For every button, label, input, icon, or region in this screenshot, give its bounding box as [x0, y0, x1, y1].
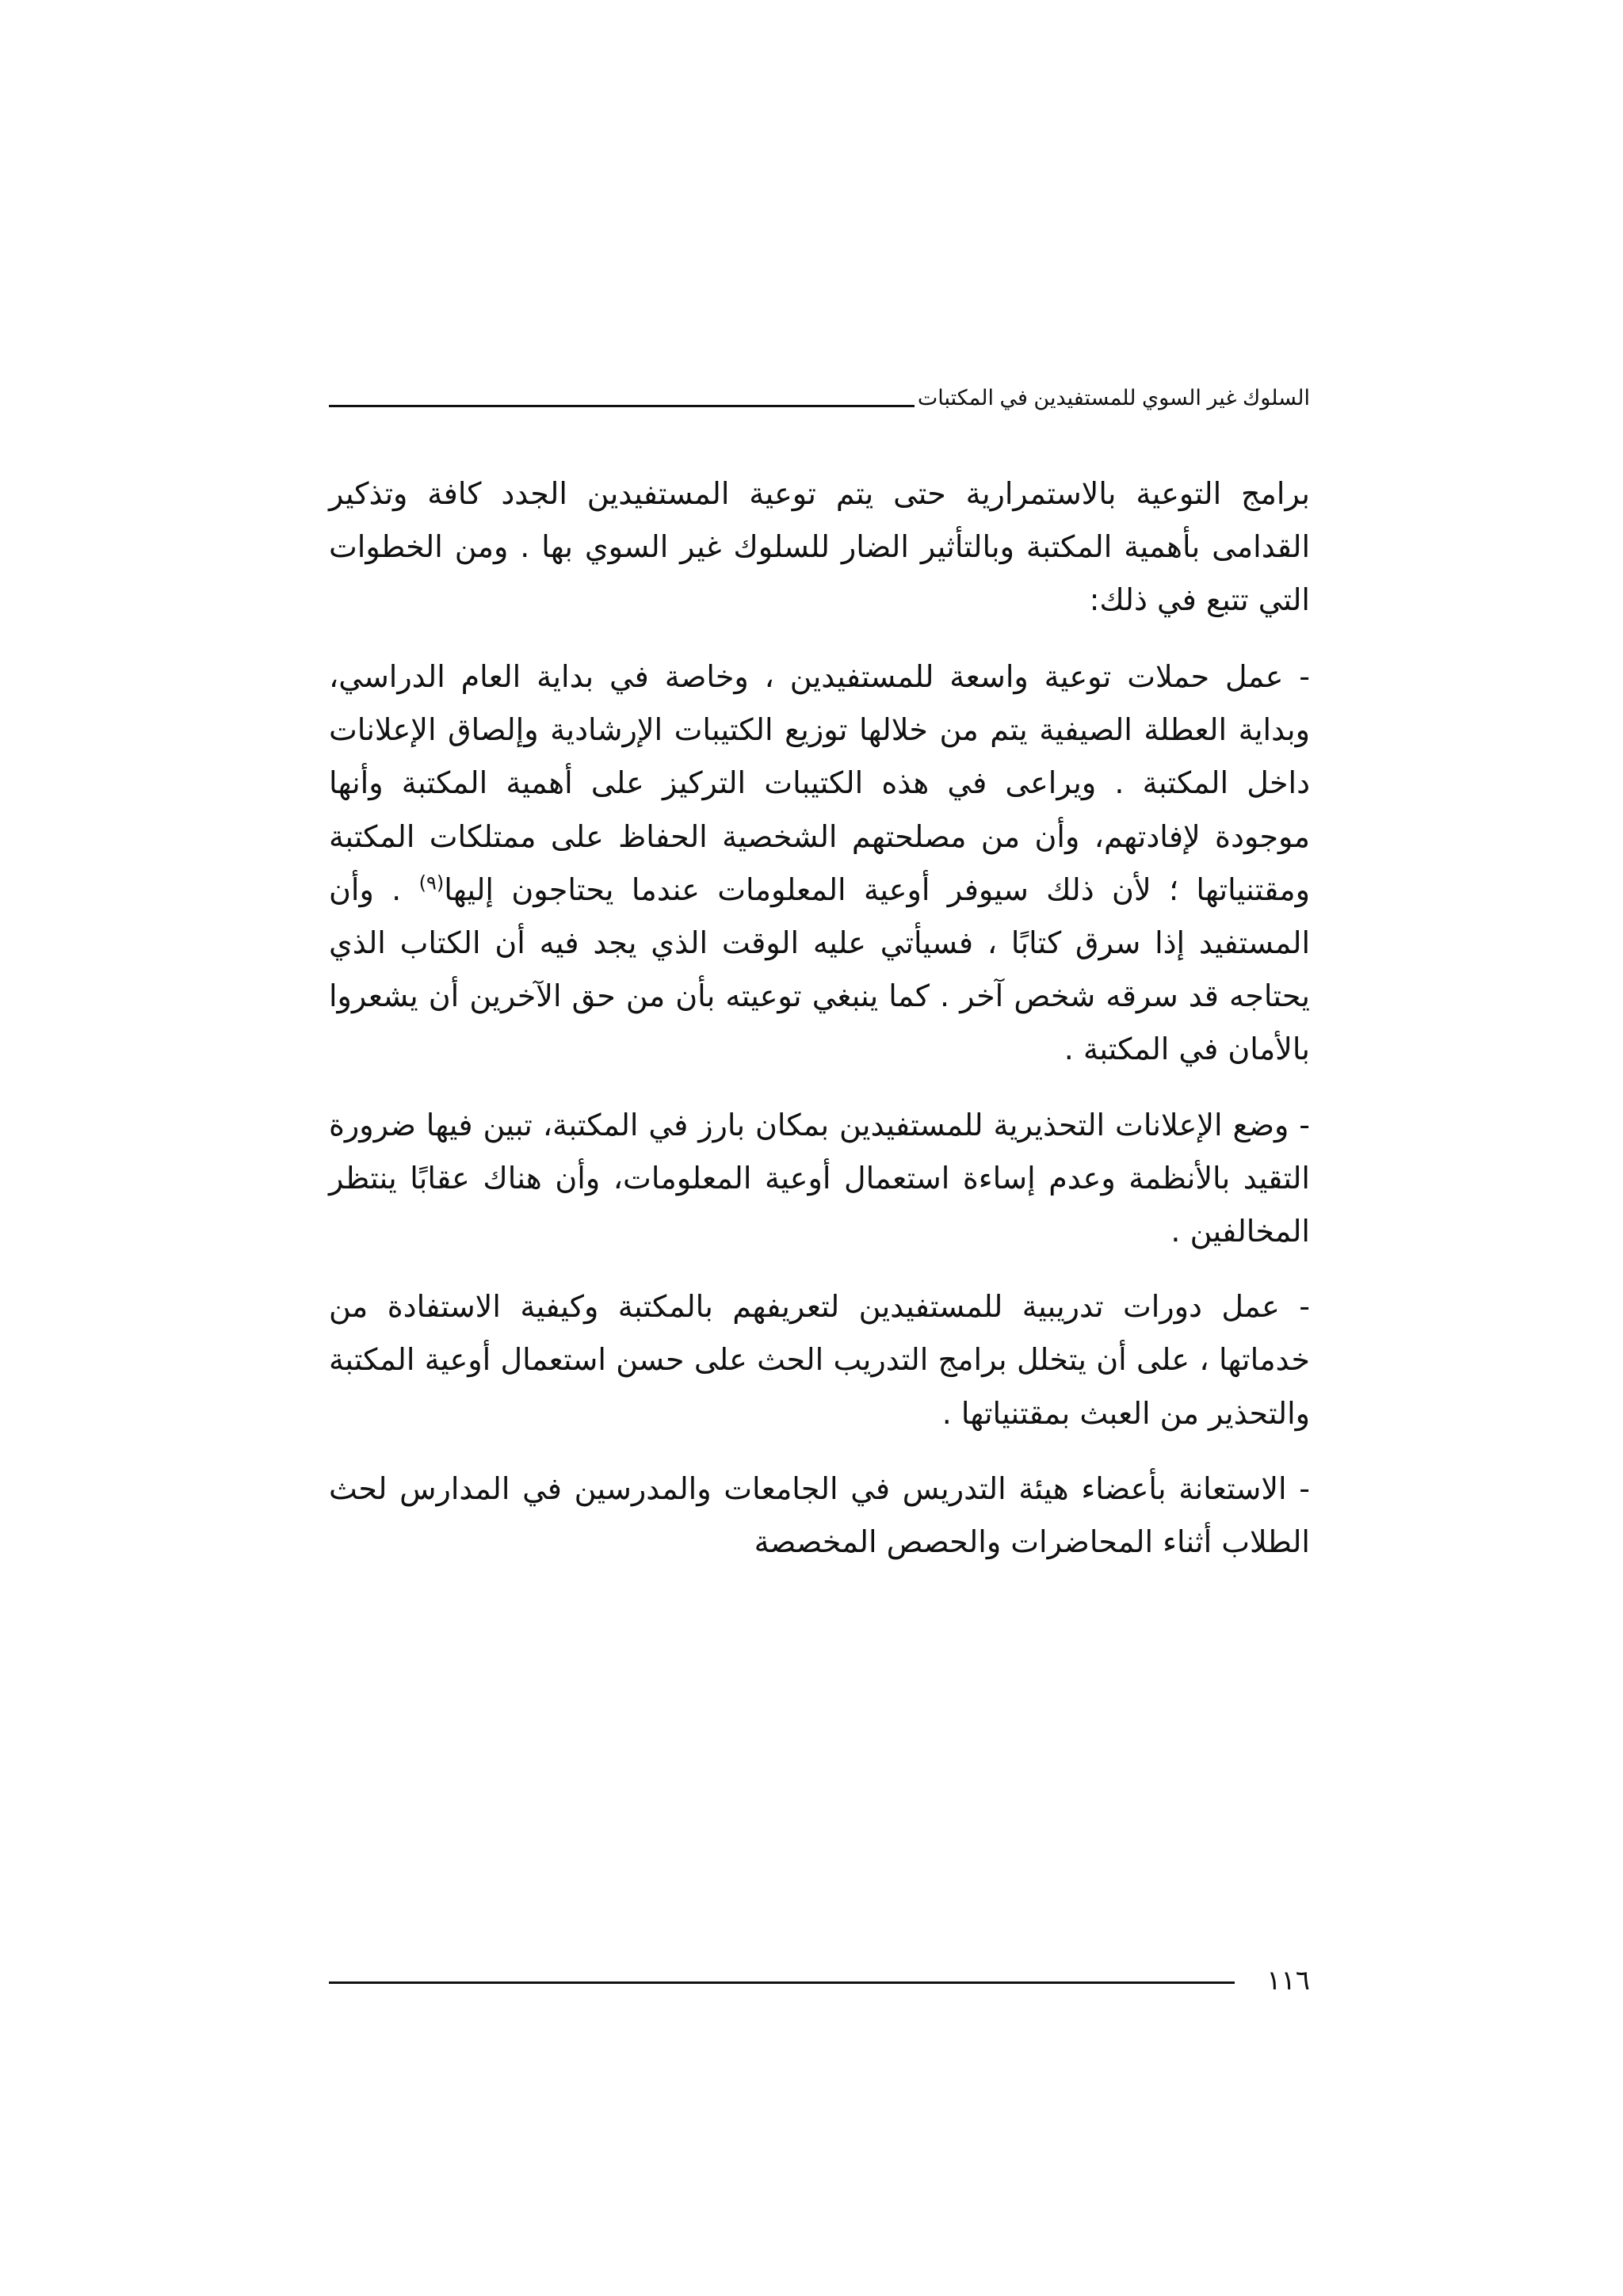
- body-text: [329, 467, 1310, 1591]
- running-header-title: السلوك غير السوي للمستفيدين في المكتبات: [917, 386, 1310, 410]
- bullet-text: - الاستعانة بأعضاء هيئة التدريس في الجامعات والمدرسين في المدارس لحث الطلاب أثناء المحاضرات والحصص المخصصة: [329, 1470, 1310, 1560]
- footer-rule: [329, 1981, 1235, 1984]
- bullet-item-training-courses: [329, 1280, 1310, 1440]
- bullet-text: - عمل حملات توعية واسعة للمستفيدين ، وخاصة في بداية العام الدراسي، وبداية العطلة الصيفية يتم من خلالها توزيع الكتيبات الإرشادية وإلصاق الإعلانات داخل المكتبة . ويراعى في هذه الكتيبات التركيز على أهمية المكتبة وأنها موجودة لإفادتهم، وأن من مصلحتهم الشخصية الحفاظ على ممتلكات المكتبة ومقتنياتها ؛ لأن ذلك سيوفر أوعية المعلومات عندما يحتاجون إليها: [329, 659, 1310, 907]
- bullet-item-awareness-campaigns: [329, 650, 1310, 1077]
- footnote-reference: (٩): [418, 871, 445, 894]
- running-header-rule: [329, 405, 915, 407]
- footer: [329, 1957, 1310, 2004]
- bullet-text: - وضع الإعلانات التحذيرية للمستفيدين بمكان بارز في المكتبة، تبين فيها ضرورة التقيد بالأنظمة وعدم إساءة استعمال أوعية المعلومات، وأن هناك عقابًا ينتظر المخالفين .: [329, 1107, 1310, 1249]
- bullet-text: - عمل دورات تدريبية للمستفيدين لتعريفهم بالمكتبة وكيفية الاستفادة من خدماتها ، على أن يتخلل برامج التدريب الحث على حسن استعمال أوعية المكتبة والتحذير من العبث بمقتنياتها .: [329, 1289, 1310, 1431]
- page-number: ١١٦: [1266, 1966, 1310, 1996]
- bullet-item-faculty-assistance: [329, 1463, 1310, 1569]
- running-header: [329, 366, 1310, 414]
- bullet-item-warning-notices: [329, 1099, 1310, 1259]
- intro-paragraph: برامج التوعية بالاستمرارية حتى يتم توعية المستفيدين الجدد كافة وتذكير القدامى بأهمية المكتبة وبالتأثير الضار للسلوك غير السوي بها . ومن الخطوات التي تتبع في ذلك:: [329, 476, 1310, 617]
- bullet-text-continued: . وأن المستفيد إذا سرق كتابًا ، فسيأتي عليه الوقت الذي يجد فيه أن الكتاب الذي يحتاجه قد سرقه شخص آخر . كما ينبغي توعيته بأن من حق الآخرين أن يشعروا بالأمان في المكتبة .: [329, 871, 1310, 1067]
